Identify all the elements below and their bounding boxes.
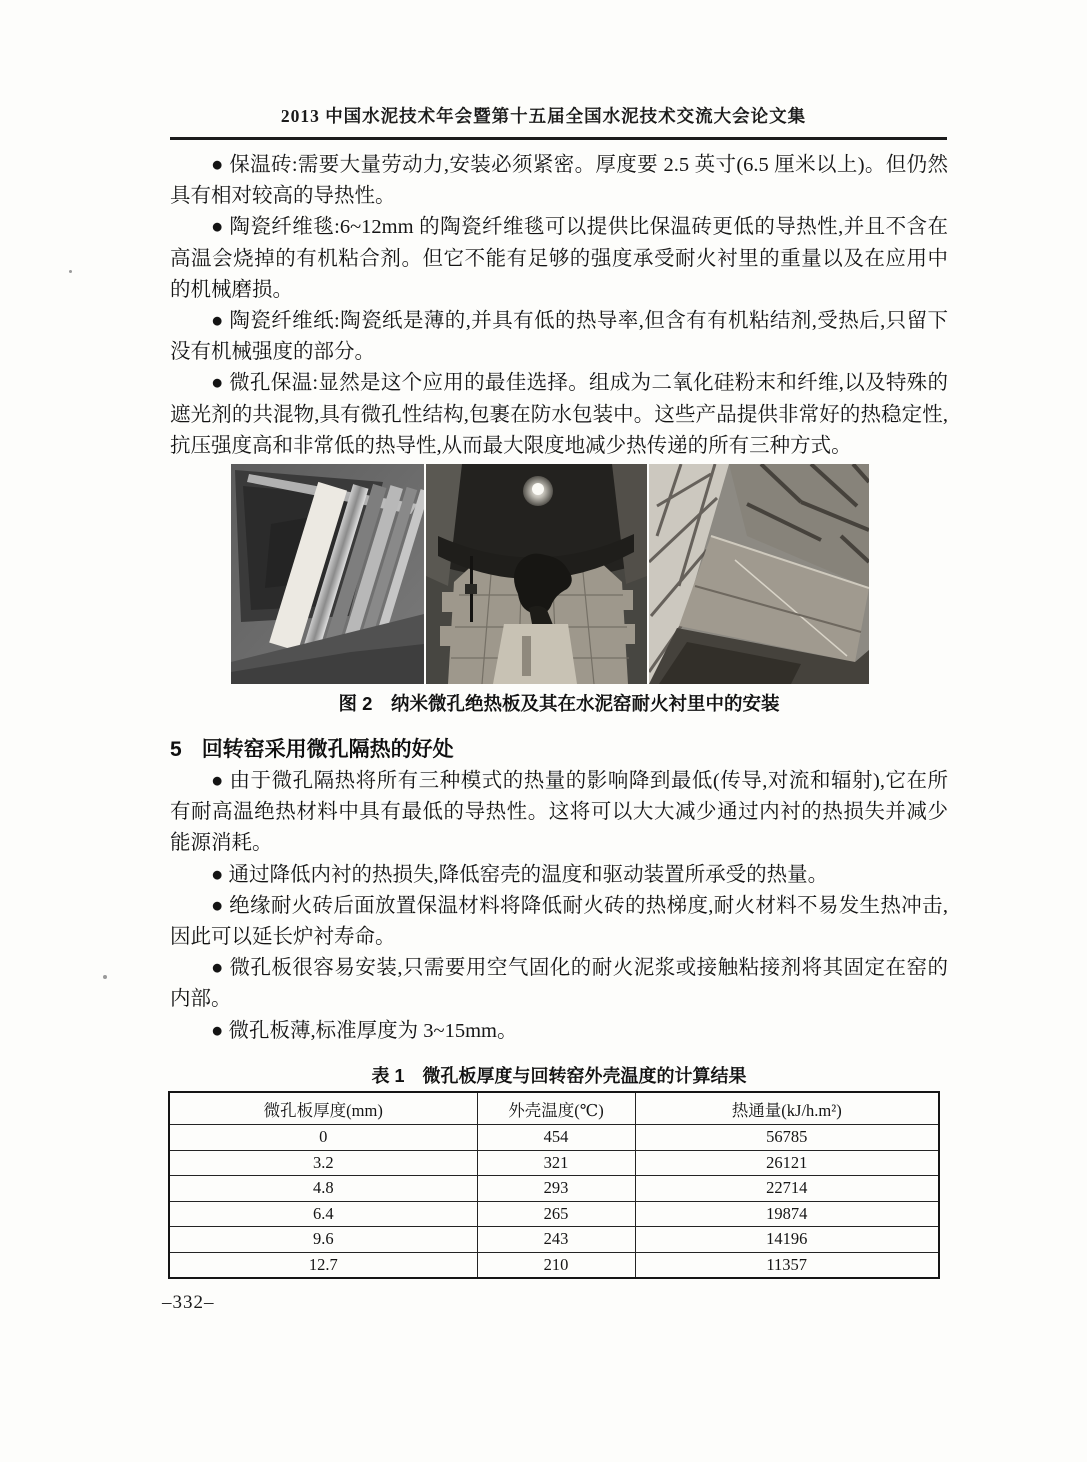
cell-thickness: 0	[169, 1125, 477, 1151]
cell-temperature: 265	[477, 1201, 635, 1227]
benefit-thermal-gradient: ● 绝缘耐火砖后面放置保温材料将降低耐火砖的热梯度,耐火材料不易发生热冲击,因此可以延长炉衬寿命。	[170, 894, 948, 949]
cell-heat-flux: 14196	[635, 1227, 939, 1253]
table-row	[169, 1252, 939, 1278]
table-row	[169, 1125, 939, 1151]
cell-temperature: 243	[477, 1227, 635, 1253]
section-title: 回转窑采用微孔隔热的好处	[201, 738, 454, 761]
benefits-section	[170, 766, 948, 1047]
proceedings-header-title: 2013 中国水泥技术年会暨第十五届全国水泥技术交流大会论文集	[280, 106, 807, 126]
scan-speck	[103, 975, 107, 979]
bullet-microporous-insulation: ● 微孔保温:显然是这个应用的最佳选择。组成为二氧化硅粉末和纤维,以及特殊的遮光剂的共混物,具有微孔性结构,包裹在防水包装中。这些产品提供非常好的热稳定性,抗压强度高和非常低的热导性,从而最大限度地减少热传递的所有三种方式。	[170, 372, 948, 457]
table-1-title: 表 1 微孔板厚度与回转窑外壳温度的计算结果	[371, 1066, 747, 1086]
table-header-row	[169, 1092, 939, 1125]
bullet-ceramic-fiber-blanket: ● 陶瓷纤维毯:6~12mm 的陶瓷纤维毯可以提供比保温砖更低的导热性,并且不含在高温会烧掉的有机粘合剂。但它不能有足够的强度承受耐火衬里的重量以及在应用中的机械磨损。	[170, 216, 948, 301]
benefit-thin-panels: ● 微孔板薄,标准厚度为 3~15mm。	[211, 1019, 518, 1042]
cell-thickness: 9.6	[169, 1227, 477, 1253]
table-row	[169, 1176, 939, 1202]
cell-heat-flux: 11357	[635, 1252, 939, 1278]
photo-microporous-panels	[231, 464, 424, 684]
table-1-results	[168, 1091, 940, 1279]
cell-heat-flux: 19874	[635, 1201, 939, 1227]
cell-temperature: 454	[477, 1125, 635, 1151]
cell-temperature: 321	[477, 1150, 635, 1176]
figure-2-photo-strip	[231, 464, 869, 684]
cell-thickness: 3.2	[169, 1150, 477, 1176]
table-row	[169, 1150, 939, 1176]
bullet-ceramic-fiber-paper: ● 陶瓷纤维纸:陶瓷纸是薄的,并具有低的热导率,但含有有机粘结剂,受热后,只留下没有机械强度的部分。	[170, 310, 948, 364]
section-number: 5	[170, 738, 182, 761]
benefit-easy-install: ● 微孔板很容易安装,只需要用空气固化的耐火泥浆或接触粘接剂将其固定在窑的内部。	[170, 957, 948, 1011]
header-rule	[170, 137, 947, 140]
cell-thickness: 6.4	[169, 1201, 477, 1227]
scan-speck	[69, 270, 72, 273]
col-header-panel-thickness: 微孔板厚度(mm)	[169, 1092, 477, 1125]
insulation-materials-section	[170, 150, 948, 462]
cell-thickness: 12.7	[169, 1252, 477, 1278]
benefit-lowest-conductivity: ● 由于微孔隔热将所有三种模式的热量的影响降到最低(传导,对流和辐射),它在所有耐高温绝热材料中具有最低的导热性。这将可以大大减少通过内衬的热损失并减少能源消耗。	[170, 770, 948, 855]
col-header-shell-temperature: 外壳温度(℃)	[477, 1092, 635, 1125]
bullet-insulating-brick: ● 保温砖:需要大量劳动力,安装必须紧密。厚度要 2.5 英寸(6.5 厘米以上)。但仍然具有相对较高的导热性。	[170, 154, 948, 208]
table-row	[169, 1201, 939, 1227]
photo-kiln-interior-installation	[426, 464, 647, 684]
cell-heat-flux: 22714	[635, 1176, 939, 1202]
section-5-heading	[170, 733, 454, 763]
page-number: –332–	[162, 1292, 215, 1313]
cell-temperature: 293	[477, 1176, 635, 1202]
cell-heat-flux: 26121	[635, 1150, 939, 1176]
photo-brick-lining	[649, 464, 869, 684]
cell-temperature: 210	[477, 1252, 635, 1278]
table-row	[169, 1227, 939, 1253]
cell-heat-flux: 56785	[635, 1125, 939, 1151]
benefit-lower-shell-temp: ● 通过降低内衬的热损失,降低窑壳的温度和驱动装置所承受的热量。	[211, 863, 829, 886]
col-header-heat-flux: 热通量(kJ/h.m²)	[635, 1092, 939, 1125]
figure-2-caption: 图 2 纳米微孔绝热板及其在水泥窑耐火衬里中的安装	[338, 693, 780, 714]
cell-thickness: 4.8	[169, 1176, 477, 1202]
